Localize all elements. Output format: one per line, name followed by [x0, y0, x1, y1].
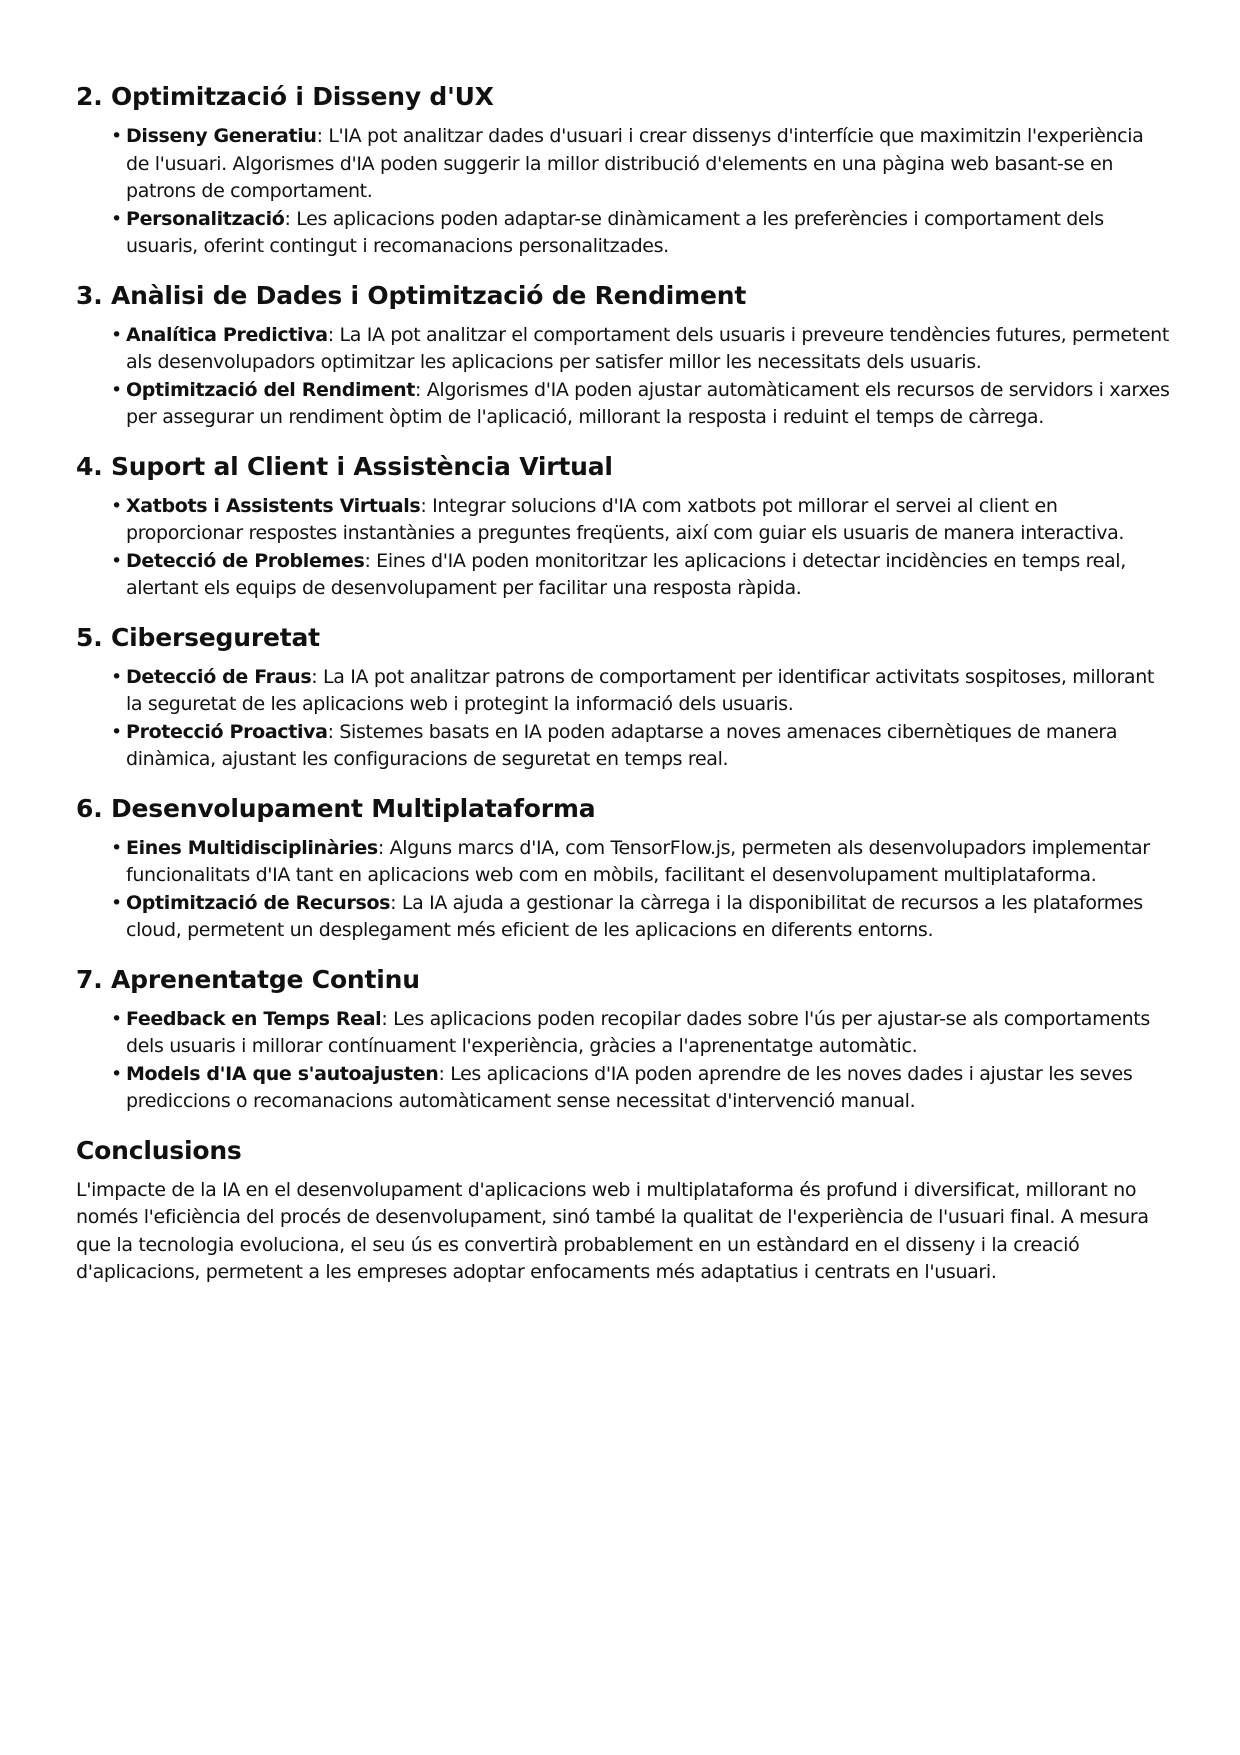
item-text: : Les aplicacions d'IA poden aprendre de les noves dades i ajustar les seves prediccions o recomanacions automàticament sense necessitat d'intervenció manual. [126, 1062, 1133, 1112]
item-text: : La IA pot analitzar el comportament dels usuaris i preveure tendències futures, permetent als desenvolupadors optimitzar les aplicacions per satisfer millor les necessitats dels usuaris. [126, 323, 1169, 373]
bullet-icon: • [111, 720, 122, 743]
item-text: : Les aplicacions poden adaptar-se dinàmicament a les preferències i comportament dels usuaris, oferint contingut i recomanacions personalitzades. [126, 207, 1104, 257]
list-item [111, 377, 1171, 432]
item-term: Protecció Proactiva [126, 720, 328, 743]
bullet-icon: • [111, 323, 122, 346]
bullet-list [76, 493, 1171, 603]
list-item [111, 890, 1171, 945]
bullet-icon: • [111, 1062, 122, 1085]
bullet-list [76, 664, 1171, 774]
list-item [111, 493, 1171, 548]
section-data-analysis [76, 279, 1171, 432]
bullet-icon: • [111, 665, 122, 688]
bullet-list [76, 1006, 1171, 1116]
section-heading: 2. Optimització i Disseny d'UX [76, 82, 494, 111]
section-heading: 3. Anàlisi de Dades i Optimització de Rendiment [76, 280, 747, 310]
bullet-icon: • [111, 891, 122, 914]
item-text: : Eines d'IA poden monitoritzar les aplicacions i detectar incidències en temps real, alertant els equips de desenvolupament per facilitar una resposta ràpida. [126, 549, 1126, 599]
document-page [76, 80, 1171, 1287]
section-multiplatform [76, 792, 1171, 945]
section-continuous-learning [76, 963, 1171, 1116]
bullet-icon: • [111, 836, 122, 859]
item-term: Analítica Predictiva [126, 323, 328, 346]
section-cybersecurity [76, 621, 1171, 774]
bullet-list [76, 835, 1171, 945]
item-term: Personalització [126, 207, 285, 230]
bullet-list [76, 123, 1171, 261]
section-heading: 6. Desenvolupament Multiplataforma [76, 793, 596, 823]
list-item [111, 835, 1171, 890]
item-text: : Integrar solucions d'IA com xatbots pot millorar el servei al client en proporcionar respostes instantànies a preguntes freqüents, així com guiar els usuaris de manera interactiva. [126, 494, 1125, 544]
bullet-icon: • [111, 207, 122, 230]
section-ux [76, 80, 1171, 261]
bullet-icon: • [111, 549, 122, 572]
bullet-icon: • [111, 494, 122, 517]
list-item [111, 664, 1171, 719]
bullet-icon: • [111, 1007, 122, 1030]
item-term: Disseny Generatiu [126, 125, 317, 147]
item-term: Optimització de Recursos [126, 891, 391, 914]
bullet-icon: • [111, 378, 122, 401]
bullet-icon: • [111, 125, 122, 147]
list-item [111, 322, 1171, 377]
list-item [111, 1061, 1171, 1116]
item-text: : La IA pot analitzar patrons de comportament per identificar activitats sospitoses, millorant la seguretat de les aplicacions web i protegint la informació dels usuaris. [126, 665, 1154, 715]
section-heading: 7. Aprenentatge Continu [76, 964, 420, 994]
list-item [111, 123, 1171, 206]
section-heading: 5. Ciberseguretat [76, 622, 320, 652]
section-heading: 4. Suport al Client i Assistència Virtual [76, 451, 613, 481]
item-text: : Les aplicacions poden recopilar dades sobre l'ús per ajustar-se als comportaments dels usuaris i millorar contínuament l'experiència, gràcies a l'aprenentatge automàtic. [126, 1007, 1150, 1057]
item-text: : Sistemes basats en IA poden adaptarse a noves amenaces cibernètiques de manera dinàmica, ajustant les configuracions de seguretat en temps real. [126, 720, 1118, 770]
item-term: Models d'IA que s'autoajusten [126, 1062, 439, 1085]
list-item [111, 548, 1171, 603]
section-conclusions [76, 1134, 1171, 1287]
conclusions-heading: Conclusions [76, 1135, 242, 1165]
list-item [111, 1006, 1171, 1061]
item-term: Xatbots i Assistents Virtuals [126, 494, 421, 517]
section-support [76, 450, 1171, 603]
item-text: : La IA ajuda a gestionar la càrrega i la disponibilitat de recursos a les plataformes cloud, permetent un desplegament més eficient de les aplicacions en diferents entorns. [126, 891, 1143, 941]
item-text: : Algorismes d'IA poden ajustar automàticament els recursos de servidors i xarxes per assegurar un rendiment òptim de l'aplicació, millorant la resposta i reduint el temps de càrrega. [126, 378, 1170, 428]
item-term: Detecció de Problemes [126, 549, 365, 572]
item-term: Optimització del Rendiment [126, 378, 416, 401]
conclusions-paragraph: L'impacte de la IA en el desenvolupament d'aplicacions web i multiplataforma és profund i diversificat, millorant no només l'eficiència del procés de desenvolupament, sinó també la qualitat de l'experiència de l'usuari final. A mesura que la tecnologia evoluciona, el seu ús es convertirà probablement en un estàndard en el disseny i la creació d'aplicacions, permetent a les empreses adoptar enfocaments més adaptatius i centrats en l'usuari. [76, 1178, 1149, 1283]
list-item [111, 206, 1171, 261]
item-text: : L'IA pot analitzar dades d'usuari i crear dissenys d'interfície que maximitzin l'experiència de l'usuari. Algorismes d'IA poden suggerir la millor distribució d'elements en una pàgina web basant-se en patrons de comportament. [126, 125, 1144, 202]
item-term: Detecció de Fraus [126, 665, 312, 688]
item-term: Feedback en Temps Real [126, 1007, 382, 1030]
list-item [111, 719, 1171, 774]
item-term: Eines Multidisciplinàries [126, 836, 378, 859]
item-text: : Alguns marcs d'IA, com TensorFlow.js, permeten als desenvolupadors implementar funcionalitats d'IA tant en aplicacions web com en mòbils, facilitant el desenvolupament multiplataforma. [126, 836, 1150, 886]
bullet-list [76, 322, 1171, 432]
